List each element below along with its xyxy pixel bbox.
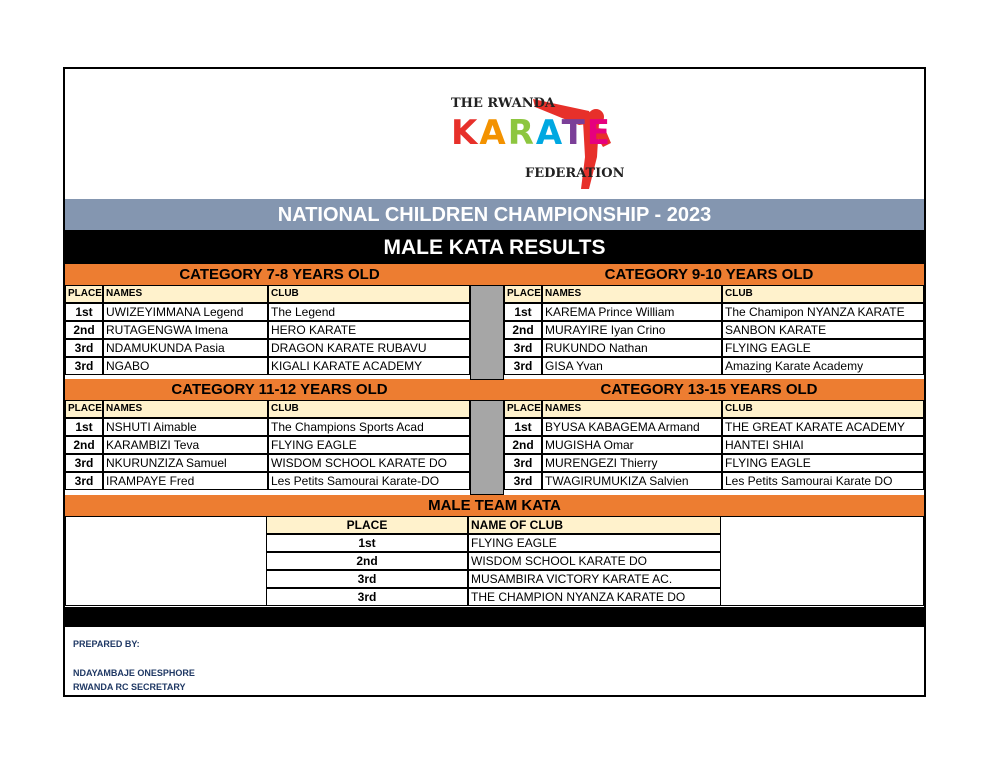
header-club: CLUB <box>722 285 924 303</box>
team-club-cell: FLYING EAGLE <box>468 534 721 552</box>
place-cell: 1st <box>65 303 103 321</box>
place-cell: 3rd <box>504 472 542 490</box>
federation-logo-area <box>65 69 924 200</box>
place-cell: 2nd <box>65 321 103 339</box>
name-cell: NDAMUKUNDA Pasia <box>103 339 268 357</box>
team-club-cell: WISDOM SCHOOL KARATE DO <box>468 552 721 570</box>
prepared-by-label: PREPARED BY: <box>73 639 140 649</box>
header-place: PLACE <box>504 400 542 418</box>
place-cell: 3rd <box>65 454 103 472</box>
logo-line3: FEDERATION <box>525 166 625 181</box>
logo-letter: A <box>479 113 508 153</box>
header-place: PLACE <box>65 400 103 418</box>
name-cell: BYUSA KABAGEMA Armand <box>542 418 722 436</box>
place-cell: 3rd <box>65 357 103 375</box>
preparer-name: NDAYAMBAJE ONESPHORE <box>73 668 195 678</box>
results-sheet <box>63 67 926 697</box>
header-club: CLUB <box>722 400 924 418</box>
club-cell: Amazing Karate Academy <box>722 357 924 375</box>
club-cell: WISDOM SCHOOL KARATE DO <box>268 454 470 472</box>
header-names: NAMES <box>542 400 722 418</box>
header-place: PLACE <box>65 285 103 303</box>
name-cell: KARAMBIZI Teva <box>103 436 268 454</box>
logo-letter: K <box>451 113 480 153</box>
place-cell: 2nd <box>504 436 542 454</box>
results-subtitle: MALE KATA RESULTS <box>65 231 924 264</box>
place-cell: 2nd <box>65 436 103 454</box>
place-cell: 1st <box>504 303 542 321</box>
table-spacer <box>470 400 504 495</box>
club-cell: DRAGON KARATE RUBAVU <box>268 339 470 357</box>
place-cell: 3rd <box>65 339 103 357</box>
name-cell: UWIZEYIMMANA Legend <box>103 303 268 321</box>
club-cell: The Legend <box>268 303 470 321</box>
club-cell: HANTEI SHIAI <box>722 436 924 454</box>
club-cell: KIGALI KARATE ACADEMY <box>268 357 470 375</box>
club-cell: Les Petits Samourai Karate DO <box>722 472 924 490</box>
name-cell: RUKUNDO Nathan <box>542 339 722 357</box>
club-cell: FLYING EAGLE <box>268 436 470 454</box>
place-cell: 3rd <box>504 357 542 375</box>
name-cell: RUTAGENGWA Imena <box>103 321 268 339</box>
place-cell: 2nd <box>504 321 542 339</box>
club-cell: THE GREAT KARATE ACADEMY <box>722 418 924 436</box>
name-cell: GISA Yvan <box>542 357 722 375</box>
preparer-role: RWANDA RC SECRETARY <box>73 682 186 692</box>
team-place-cell: 3rd <box>266 588 468 606</box>
name-cell: MURENGEZI Thierry <box>542 454 722 472</box>
club-cell: HERO KARATE <box>268 321 470 339</box>
table-spacer <box>470 285 504 380</box>
karate-federation-logo <box>383 77 663 195</box>
category-title: CATEGORY 11-12 YEARS OLD <box>65 379 494 400</box>
name-cell: NKURUNZIZA Samuel <box>103 454 268 472</box>
team-place-cell: 2nd <box>266 552 468 570</box>
header-names: NAMES <box>103 400 268 418</box>
name-cell: IRAMPAYE Fred <box>103 472 268 490</box>
header-names: NAMES <box>103 285 268 303</box>
club-cell: FLYING EAGLE <box>722 454 924 472</box>
category-title: CATEGORY 9-10 YEARS OLD <box>494 264 924 285</box>
logo-letter: T <box>561 113 587 153</box>
footer-divider <box>65 607 924 627</box>
place-cell: 1st <box>504 418 542 436</box>
header-place: PLACE <box>504 285 542 303</box>
place-cell: 3rd <box>65 472 103 490</box>
place-cell: 3rd <box>504 339 542 357</box>
name-cell: NGABO <box>103 357 268 375</box>
name-cell: MUGISHA Omar <box>542 436 722 454</box>
header-club: CLUB <box>268 285 470 303</box>
logo-line1: THE RWANDA <box>451 96 556 111</box>
name-cell: KAREMA Prince William <box>542 303 722 321</box>
logo-letter: E <box>586 113 612 153</box>
club-cell: SANBON KARATE <box>722 321 924 339</box>
club-cell: Les Petits Samourai Karate-DO <box>268 472 470 490</box>
club-cell: The Chamipon NYANZA KARATE <box>722 303 924 321</box>
team-header-club: NAME OF CLUB <box>468 516 721 534</box>
championship-title: NATIONAL CHILDREN CHAMPIONSHIP - 2023 <box>65 199 924 231</box>
header-club: CLUB <box>268 400 470 418</box>
team-place-cell: 3rd <box>266 570 468 588</box>
team-club-cell: MUSAMBIRA VICTORY KARATE AC. <box>468 570 721 588</box>
team-header-place: PLACE <box>266 516 468 534</box>
place-cell: 3rd <box>504 454 542 472</box>
category-title: CATEGORY 7-8 YEARS OLD <box>65 264 494 285</box>
name-cell: MURAYIRE Iyan Crino <box>542 321 722 339</box>
place-cell: 1st <box>65 418 103 436</box>
name-cell: NSHUTI Aimable <box>103 418 268 436</box>
club-cell: FLYING EAGLE <box>722 339 924 357</box>
team-club-cell: THE CHAMPION NYANZA KARATE DO <box>468 588 721 606</box>
logo-letter: R <box>507 113 536 153</box>
header-names: NAMES <box>542 285 722 303</box>
logo-line2 <box>451 113 612 153</box>
logo-letter: A <box>535 113 562 153</box>
team-place-cell: 1st <box>266 534 468 552</box>
category-title: CATEGORY 13-15 YEARS OLD <box>494 379 924 400</box>
name-cell: TWAGIRUMUKIZA Salvien <box>542 472 722 490</box>
club-cell: The Champions Sports Acad <box>268 418 470 436</box>
team-table-side-box <box>720 516 924 606</box>
team-table-side-box <box>65 516 267 606</box>
team-kata-title: MALE TEAM KATA <box>65 495 924 516</box>
